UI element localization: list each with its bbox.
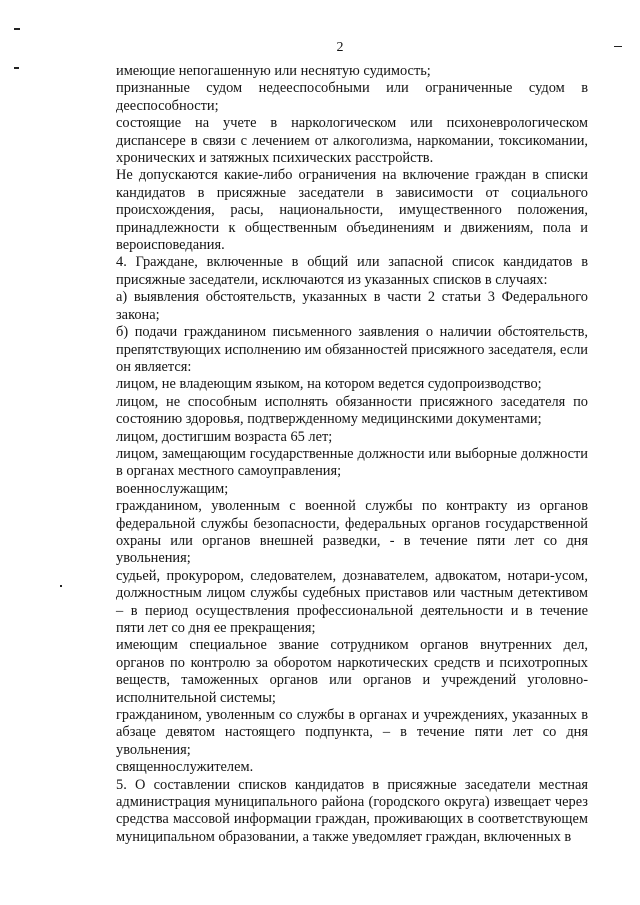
- page-number: 2: [336, 40, 344, 55]
- paragraph: 5. О составлении списков кандидатов в присяжные заседатели местная администрация муниципального района (городского округа) извещает через средства массовой информации граждан, проживающих в соответствующем муниципальном образовании, а также уведомляет граждан, включенных в: [116, 776, 588, 845]
- paragraph: военнослужащим;: [116, 480, 229, 497]
- paragraph: судьей, прокурором, следователем, дознавателем, адвокатом, нотари-усом, должностным лицом службы судебных приставов или частным детективом – в период осуществления профессиональной деятельности и в течение пяти лет со дня ее прекращения;: [116, 567, 588, 636]
- paragraph: признанные судом недееспособными или ограниченные судом в дееспособности;: [116, 80, 588, 114]
- scan-mark: [14, 67, 19, 69]
- paragraph: имеющим специальное звание сотрудником органов внутренних дел, органов по контролю за оборотом наркотических средств и психотропных веществ, таможенных органов или органов и учреждений уголовно-исполнительной системы;: [116, 637, 588, 706]
- paragraph: а) выявления обстоятельств, указанных в части 2 статьи 3 Федерального закона;: [116, 289, 588, 323]
- paragraph: лицом, не владеющим языком, на котором ведется судопроизводство;: [116, 376, 542, 393]
- paragraph: гражданином, уволенным со службы в органах и учреждениях, указанных в абзаце девятом настоящего подпункта, – в течение пяти лет со дня увольнения;: [116, 707, 588, 758]
- document-body: [116, 63, 588, 846]
- paragraph: лицом, достигшим возраста 65 лет;: [116, 428, 333, 445]
- paragraph: Не допускаются какие-либо ограничения на включение граждан в списки кандидатов в присяжные заседатели в зависимости от социального происхождения, расы, национальности, имущественного положения, принадлежности к общественным объединениям и движениям, пола и вероисповедания.: [116, 167, 588, 254]
- paragraph: состоящие на учете в наркологическом или психоневрологическом диспансере в связи с лечением от алкоголизма, наркомании, токсикомании, хронических и затяжных психических расстройств.: [116, 115, 588, 167]
- paragraph: гражданином, уволенным с военной службы по контракту из органов федеральной службы безопасности, федеральных органов государственной охраны или органов внешней разведки, - в течение пяти лет со дня увольнения;: [116, 498, 588, 567]
- scan-mark: [14, 28, 20, 30]
- paragraph: 4. Граждане, включенные в общий или запасной список кандидатов в присяжные заседатели, исключаются из указанных списков в случаях:: [116, 254, 588, 288]
- paragraph: священнослужителем.: [116, 759, 254, 776]
- paragraph: лицом, замещающим государственные должности или выборные должности в органах местного самоуправления;: [116, 445, 588, 480]
- paragraph: лицом, не способным исполнять обязанности присяжного заседателя по состоянию здоровья, подтвержденному медицинскими документами;: [116, 393, 588, 428]
- paragraph: имеющие непогашенную или неснятую судимость;: [116, 63, 431, 79]
- paragraph: б) подачи гражданином письменного заявления о наличии обстоятельств, препятствующих исполнению им обязанностей присяжного заседателя, если он является:: [116, 324, 588, 375]
- scan-mark: [60, 585, 62, 587]
